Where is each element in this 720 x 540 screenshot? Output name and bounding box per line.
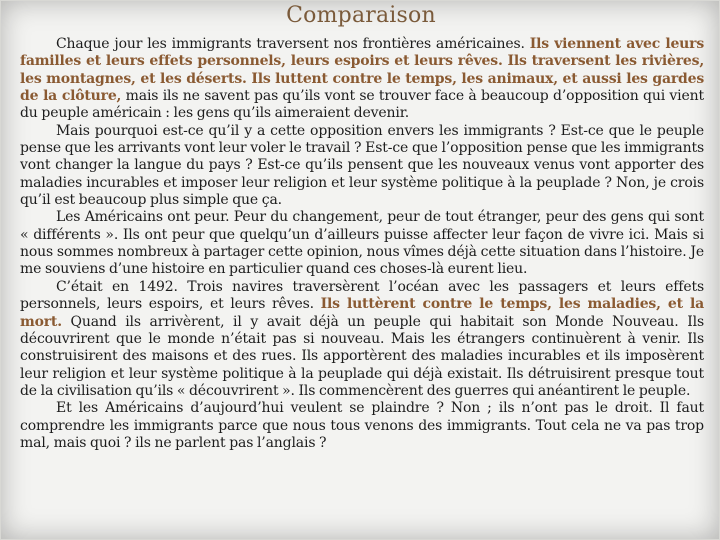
page-title: Comparaison [286,3,436,28]
text-run: Chaque jour les immigrants traversent nos frontières américaines. [56,36,530,52]
paragraph-1 [20,36,704,123]
text-run: Les Américains ont peur. Peur du changement, peur de tout étranger, peur des gens qui sont « différents ». Ils ont peur que quelqu’un d’ailleurs puisse affecter leur façon de vivre ici. Mais si nous sommes nombreux à partager cette opinion, nous vîmes déjà cette situation dans l’histoire. Je me souviens d’une histoire en particulier quand ces choses-là eurent lieu. [20,209,704,278]
text-run: Mais pourquoi est-ce qu’il y a cette opposition envers les immigrants ? Est-ce que le peuple pense que les arrivants vont leur voler le travail ? Est-ce que l’opposition pense que les immigrants vont changer la langue du pays ? Est-ce qu’ils pensent que les nouveaux venus vont apporter des maladies incurables et imposer leur religion et leur système politique à la peuplade ? Non, je crois qu’il est beaucoup plus simple que ça. [20,122,704,209]
text-run: C’était en 1492. Trois navires traversèrent l’océan avec les passagers et leurs effets personnels, leurs espoirs, et leurs rêves. [20,278,704,313]
essay-body [20,36,704,452]
paragraph-5 [20,400,704,452]
text-run: Et les Américains d’aujourd’hui veulent se plaindre ? Non ; ils n’ont pas le droit. Il faut comprendre les immigrants parce que nous tous venons des immigrants. Tout cela ne va pas trop mal, mais quoi ? ils ne parlent pas l’anglais ? [20,400,704,451]
text-run: Quand ils arrivèrent, il y avait déjà un peuple qui habitait son Monde Nouveau. Ils découvrirent que le monde n’était pas si nouveau. Mais les étrangers continuèrent à venir. Ils construisirent des maisons et des rues. Ils apportèrent des maladies incurables et ils imposèrent leur religion et leur système politique à la peuplade qui déjà existait. Ils détruisirent presque tout de la civilisation qu’ils « découvrirent ». Ils commencèrent des guerres qui anéantirent le peuple. [20,313,704,399]
highlighted-text: Ils viennent avec leurs familles et leurs effets personnels, leurs espoirs et leurs rêves. Ils traversent les rivières, les montagnes, et les déserts. Ils luttent contre le temps, les animaux, et aussi les gardes de la clôture, [20,36,705,105]
paragraph-4 [20,279,704,400]
text-run: mais ils ne savent pas qu’ils vont se trouver face à beaucoup d’opposition qui vient du peuple américain : les gens qu’ils aimeraient devenir. [20,88,704,122]
paragraph-2 [20,123,704,210]
highlighted-text: Ils luttèrent contre le temps, les maladies, et la mort. [20,296,704,330]
paragraph-3 [20,209,704,278]
